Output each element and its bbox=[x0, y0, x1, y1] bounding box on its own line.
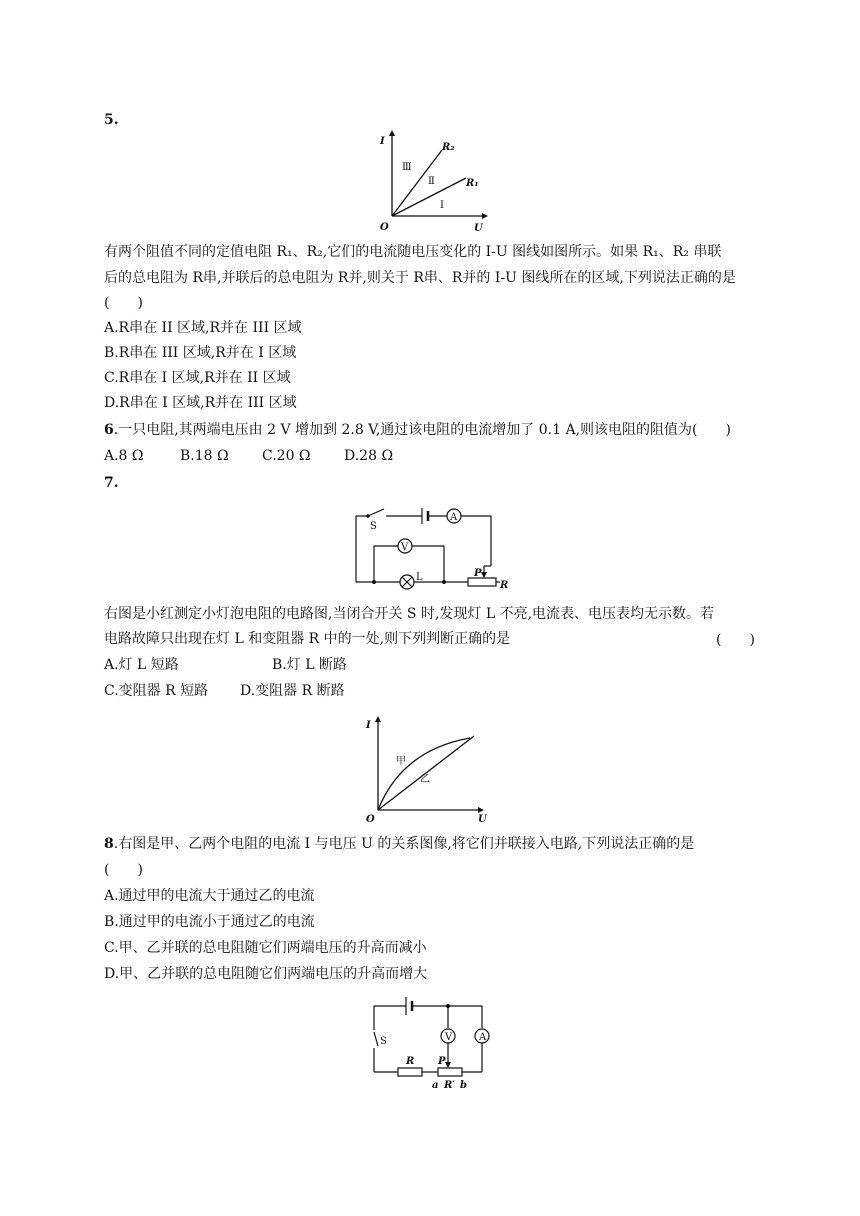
svg-text:乙: 乙 bbox=[420, 774, 430, 785]
svg-text:b: b bbox=[460, 1080, 467, 1091]
q7-stem-line2: 电路故障只出现在灯 L 和变阻器 R 中的一处,则下列判断正确的是 bbox=[104, 631, 511, 647]
svg-text:Ⅲ: Ⅲ bbox=[402, 162, 412, 173]
q6-option-d: D.28 Ω bbox=[344, 448, 394, 464]
svg-text:R₂: R₂ bbox=[442, 142, 455, 153]
q8-option-c: C.甲、乙并联的总电阻随它们两端电压的升高而减小 bbox=[104, 940, 427, 956]
svg-text:V: V bbox=[401, 542, 409, 553]
q7-option-b: B.灯 L 断路 bbox=[272, 657, 347, 673]
svg-text:S: S bbox=[380, 1036, 387, 1047]
svg-text:I: I bbox=[380, 136, 385, 147]
q6-stem: 6.一只电阻,其两端电压由 2 V 增加到 2.8 V,通过该电阻的电流增加了 0.1 A,则该电阻的阻值为( ) bbox=[104, 422, 731, 438]
q5-option-b: B.R串在 III 区域,R并在 I 区域 bbox=[104, 345, 297, 361]
q8-iu-graph bbox=[362, 710, 492, 825]
q5-stem-line1: 有两个阻值不同的定值电阻 R₁、R₂,它们的电流随电压变化的 I-U 图线如图所示。如果 R₁、R₂ 串联 bbox=[104, 244, 722, 260]
q5-iu-graph bbox=[370, 128, 490, 232]
q6-option-c: C.20 Ω bbox=[262, 448, 311, 464]
q9-circuit-diagram bbox=[362, 992, 502, 1092]
q7-number: 7. bbox=[104, 475, 119, 491]
q6-option-a: A.8 Ω bbox=[104, 448, 144, 464]
svg-text:P: P bbox=[438, 1056, 446, 1067]
svg-text:P: P bbox=[474, 568, 482, 579]
q7-option-a: A.灯 L 短路 bbox=[104, 657, 179, 673]
q5-option-c: C.R串在 I 区域,R并在 II 区域 bbox=[104, 370, 291, 386]
q7-option-d: D.变阻器 R 断路 bbox=[240, 683, 345, 699]
q5-answer-paren: ( ) bbox=[104, 295, 143, 311]
svg-text:Ⅰ: Ⅰ bbox=[440, 200, 444, 211]
q8-option-a: A.通过甲的电流大于通过乙的电流 bbox=[104, 888, 315, 904]
svg-text:S: S bbox=[370, 521, 377, 532]
svg-text:U: U bbox=[474, 223, 483, 234]
svg-text:L: L bbox=[416, 572, 423, 583]
svg-text:Ⅱ: Ⅱ bbox=[428, 176, 435, 187]
svg-text:A: A bbox=[479, 1032, 487, 1043]
svg-text:a: a bbox=[432, 1080, 439, 1091]
q7-stem-line1: 右图是小红测定小灯泡电阻的电路图,当闭合开关 S 时,发现灯 L 不亮,电流表、电压表均无示数。若 bbox=[104, 606, 715, 622]
svg-text:A: A bbox=[450, 512, 458, 523]
q8-stem: 8.右图是甲、乙两个电阻的电流 I 与电压 U 的关系图像,将它们并联接入电路,下列说法正确的是 bbox=[104, 836, 695, 852]
svg-text:O: O bbox=[380, 222, 389, 233]
q8-option-b: B.通过甲的电流小于通过乙的电流 bbox=[104, 914, 315, 930]
svg-text:甲: 甲 bbox=[396, 756, 406, 767]
svg-text:I: I bbox=[366, 720, 371, 731]
svg-text:U: U bbox=[478, 814, 487, 825]
q8-answer-paren: ( ) bbox=[104, 862, 143, 878]
svg-text:R: R bbox=[406, 1056, 415, 1067]
q5-option-a: A.R串在 II 区域,R并在 III 区域 bbox=[104, 320, 302, 336]
q6-option-b: B.18 Ω bbox=[180, 448, 229, 464]
svg-text:R′: R′ bbox=[444, 1080, 455, 1091]
svg-text:O: O bbox=[366, 814, 375, 825]
svg-text:V: V bbox=[445, 1032, 453, 1043]
q5-option-d: D.R串在 I 区域,R并在 III 区域 bbox=[104, 395, 297, 411]
q7-circuit-diagram bbox=[350, 500, 520, 595]
q7-option-c: C.变阻器 R 短路 bbox=[104, 683, 209, 699]
q7-answer-paren: ( ) bbox=[716, 632, 755, 648]
svg-text:R₁: R₁ bbox=[466, 178, 479, 189]
curve-yi bbox=[378, 736, 474, 810]
svg-text:R: R bbox=[500, 580, 509, 591]
q5-number: 5. bbox=[104, 112, 119, 128]
q8-option-d: D.甲、乙并联的总电阻随它们两端电压的升高而增大 bbox=[104, 966, 428, 982]
q5-stem-line2: 后的总电阻为 R串,并联后的总电阻为 R并,则关于 R串、R并的 I-U 图线所在的区域,下列说法正确的是 bbox=[104, 270, 736, 286]
